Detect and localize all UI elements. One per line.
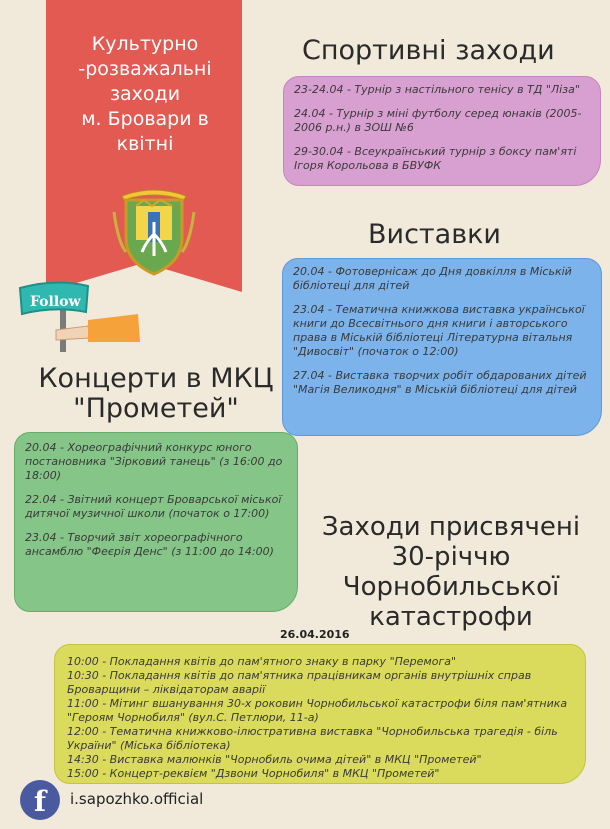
facebook-icon[interactable]: f bbox=[20, 780, 60, 820]
heading-line: катастрофи bbox=[369, 602, 533, 632]
chornobyl-events-box bbox=[54, 644, 586, 784]
list-item: 11:00 - Мітинг вшанування 30-х роковин Чорнобильської катастрофи біля пам'ятника "Героям Чорнобиля" (вул.С. Петлюри, 11-а) bbox=[67, 697, 568, 724]
exhibitions-heading: Виставки bbox=[368, 219, 501, 250]
coat-of-arms-icon bbox=[104, 182, 204, 278]
title-line: м. Бровари в bbox=[81, 108, 209, 130]
title-line: -розважальні bbox=[78, 58, 212, 80]
list-item: 14:30 - Виставка малюнків "Чорнобиль очима дітей" в МКЦ "Прометей" bbox=[67, 753, 482, 766]
list-item: 29-30.04 - Всеукраїнський турнір з боксу пам'яті Ігоря Корольова в БВУФК bbox=[294, 145, 577, 172]
list-item: 15:00 - Концерт-реквієм "Дзвони Чорнобиля" в МКЦ "Прометей" bbox=[67, 767, 440, 780]
follow-label: Follow bbox=[30, 294, 81, 310]
heading-line: 30-річчю bbox=[391, 542, 511, 572]
title-line: квітні bbox=[116, 133, 174, 155]
list-item: 23.04 - Тематична книжкова виставка української книги до Всесвітнього дня книги і авторського права в Міській бібліотеці Літературна вітальня "Дивосвіт" (початок о 12:00) bbox=[293, 303, 585, 358]
follow-sign bbox=[16, 276, 146, 356]
list-item: 24.04 - Турнір з міні футболу серед юнаків (2005-2006 р.н.) в ЗОШ №6 bbox=[294, 107, 582, 134]
heading-line: Концерти в МКЦ bbox=[38, 363, 274, 394]
concerts-heading bbox=[26, 364, 286, 424]
list-item: 10:30 - Покладання квітів до пам'ятника працівникам органів внутрішніх справ Броварщини – ліквідаторам аварії bbox=[67, 669, 532, 696]
heading-line: Заходи присвячені bbox=[321, 512, 581, 542]
list-item: 20.04 - Фотовернісаж до Дня довкілля в Міській бібліотеці для дітей bbox=[293, 265, 572, 292]
page-title bbox=[60, 32, 230, 157]
list-item: 23.04 - Творчий звіт хореографічного ансамблю "Феєрія Денс" (з 11:00 до 14:00) bbox=[25, 531, 274, 558]
concerts-box bbox=[14, 432, 298, 612]
heading-line: Чорнобильської bbox=[342, 572, 560, 602]
chornobyl-heading bbox=[300, 512, 602, 632]
title-line: заходи bbox=[109, 83, 181, 105]
list-item: 10:00 - Покладання квітів до пам'ятного знаку в парку "Перемога" bbox=[67, 655, 457, 668]
heading-line: "Прометей" bbox=[73, 393, 239, 424]
list-item: 20.04 - Хореографічний конкурс юного постановника "Зірковий танець" (з 16:00 до 18:00) bbox=[25, 441, 283, 482]
list-item: 22.04 - Звітний концерт Броварської міської дитячої музичної школи (початок о 17:00) bbox=[25, 493, 282, 520]
title-line: Культурно bbox=[91, 33, 199, 55]
chornobyl-date: 26.04.2016 bbox=[280, 628, 350, 641]
exhibitions-box bbox=[282, 258, 602, 436]
sport-heading: Спортивні заходи bbox=[302, 35, 555, 66]
facebook-handle[interactable]: i.sapozhko.official bbox=[70, 790, 204, 808]
list-item: 27.04 - Виставка творчих робіт обдарованих дітей "Магія Великодня" в Міській бібліотеці для дітей bbox=[293, 369, 587, 396]
list-item: 12:00 - Тематична книжково-ілюстративна виставка "Чорнобильська трагедія - біль України" (Міська бібліотека) bbox=[67, 725, 558, 752]
list-item: 23-24.04 - Турнір з настільного тенісу в ТД "Ліза" bbox=[294, 83, 580, 96]
sport-events-box bbox=[283, 76, 601, 186]
